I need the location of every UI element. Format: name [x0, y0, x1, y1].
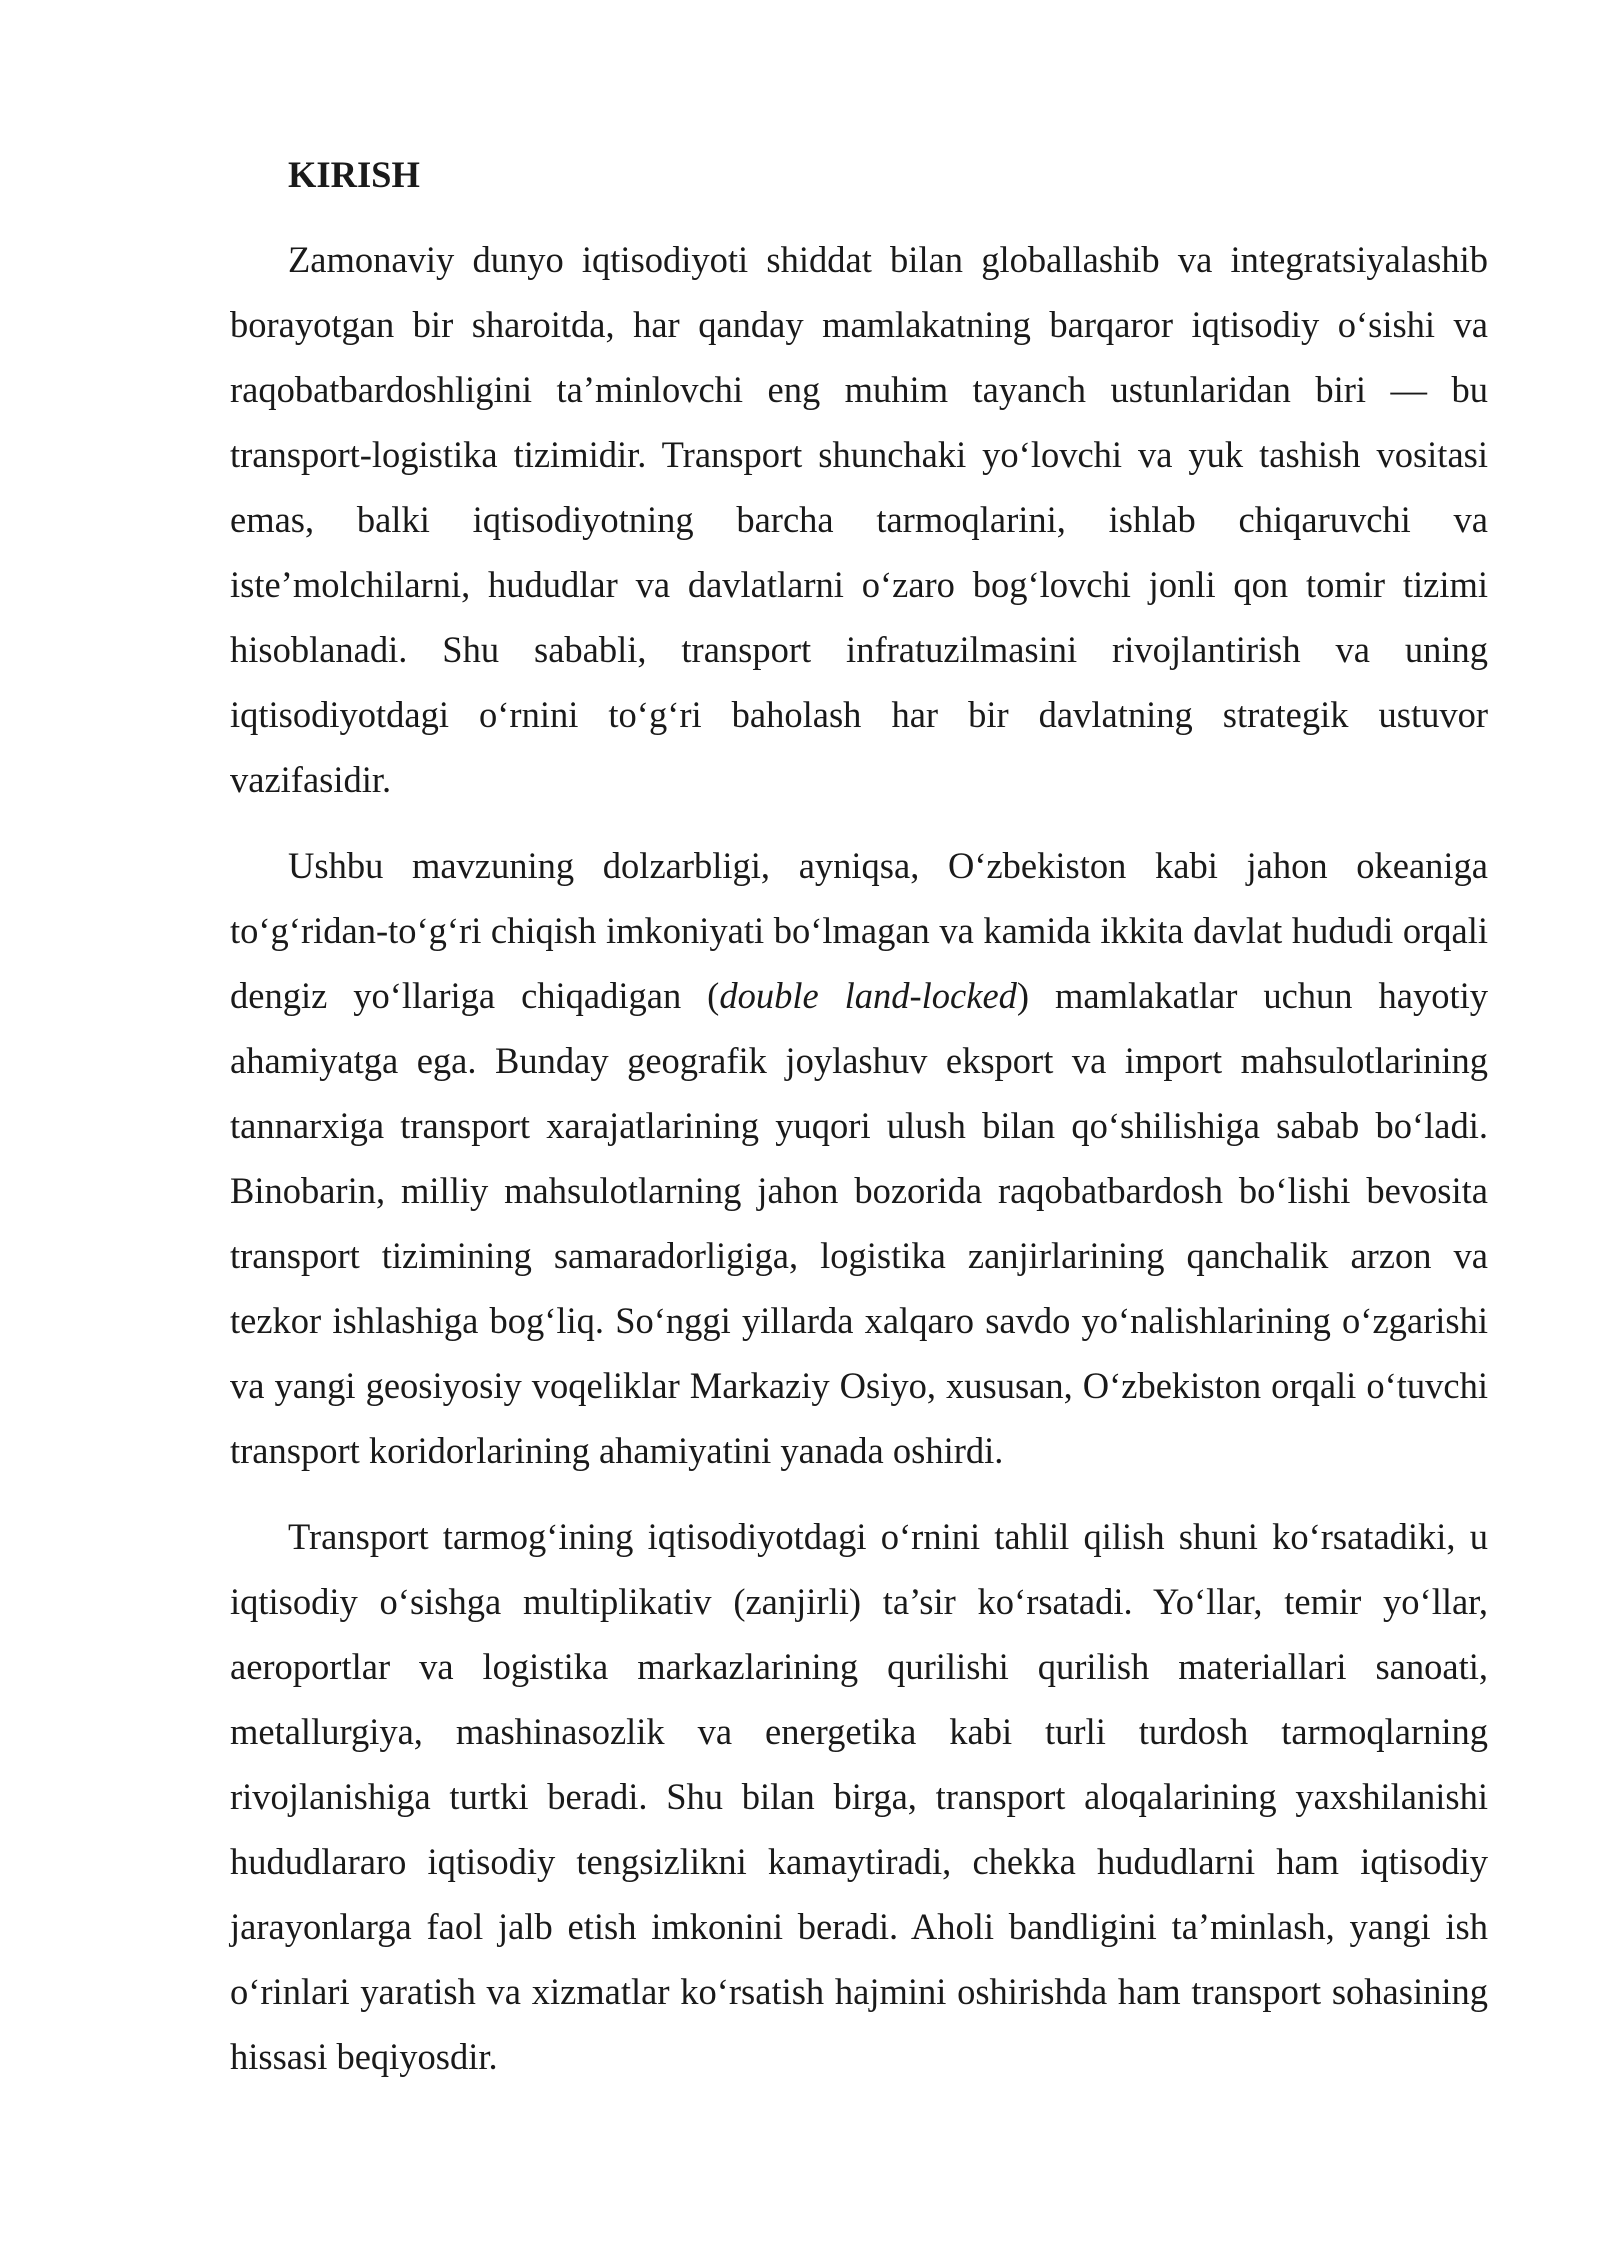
paragraph-2 [230, 833, 1488, 1483]
paragraph-2-italic-term: double land-locked [719, 975, 1017, 1016]
document-page [230, 145, 1488, 2110]
paragraph-2-text-after: ) mamlakatlar uchun hayotiy ahamiyatga ega. Bunday geografik joylashuv eksport va import mahsulotlarining tannarxiga transport xarajatlarining yuqori ulush bilan qo‘shilishiga sabab bo‘ladi. Binobarin, milliy mahsulotlarning jahon bozorida raqobatbardosh bo‘lishi bevosita transport tizimining samaradorligiga, logistika zanjirlarining qanchalik arzon va tezkor ishlashiga bog‘liq. So‘nggi yillarda xalqaro savdo yo‘nalishlarining o‘zgarishi va yangi geosiyosiy voqeliklar Markaziy Osiyo, xususan, O‘zbekiston orqali o‘tuvchi transport koridorlarining ahamiyatini yanada oshirdi. [230, 975, 1488, 1471]
section-heading: KIRISH [288, 154, 420, 195]
paragraph-1: Zamonaviy dunyo iqtisodiyoti shiddat bilan globallashib va integratsiyalashib borayotgan bir sharoitda, har qanday mamlakatning barqaror iqtisodiy o‘sishi va raqobatbardoshligini ta’minlovchi eng muhim tayanch ustunlaridan biri — bu transport-logistika tizimidir. Transport shunchaki yo‘lovchi va yuk tashish vositasi emas, balki iqtisodiyotning barcha tarmoqlarini, ishlab chiqaruvchi va iste’molchilarni, hududlar va davlatlarni o‘zaro bog‘lovchi jonli qon tomir tizimi hisoblanadi. Shu sababli, transport infratuzilmasini rivojlantirish va uning iqtisodiyotdagi o‘rnini to‘g‘ri baholash har bir davlatning strategik ustuvor vazifasidir. [230, 239, 1488, 800]
paragraph-3: Transport tarmog‘ining iqtisodiyotdagi o‘rnini tahlil qilish shuni ko‘rsatadiki, u iqtisodiy o‘sishga multiplikativ (zanjirli) ta’sir ko‘rsatadi. Yo‘llar, temir yo‘llar, aeroportlar va logistika markazlarining qurilishi qurilish materiallari sanoati, metallurgiya, mashinasozlik va energetika kabi turli turdosh tarmoqlarning rivojlanishiga turtki beradi. Shu bilan birga, transport aloqalarining yaxshilanishi hududlararo iqtisodiy tengsizlikni kamaytiradi, chekka hududlarni ham iqtisodiy jarayonlarga faol jalb etish imkonini beradi. Aholi bandligini ta’minlash, yangi ish o‘rinlari yaratish va xizmatlar ko‘rsatish hajmini oshirishda ham transport sohasining hissasi beqiyosdir. [230, 1516, 1488, 2077]
paragraph-2-text-before: Ushbu mavzuning dolzarbligi, ayniqsa, O‘zbekiston kabi jahon okeaniga to‘g‘ridan-to‘g‘ri chiqish imkoniyati bo‘lmagan va kamida ikkita davlat hududi orqali dengiz yo‘llariga chiqadigan ( [230, 845, 1488, 1016]
